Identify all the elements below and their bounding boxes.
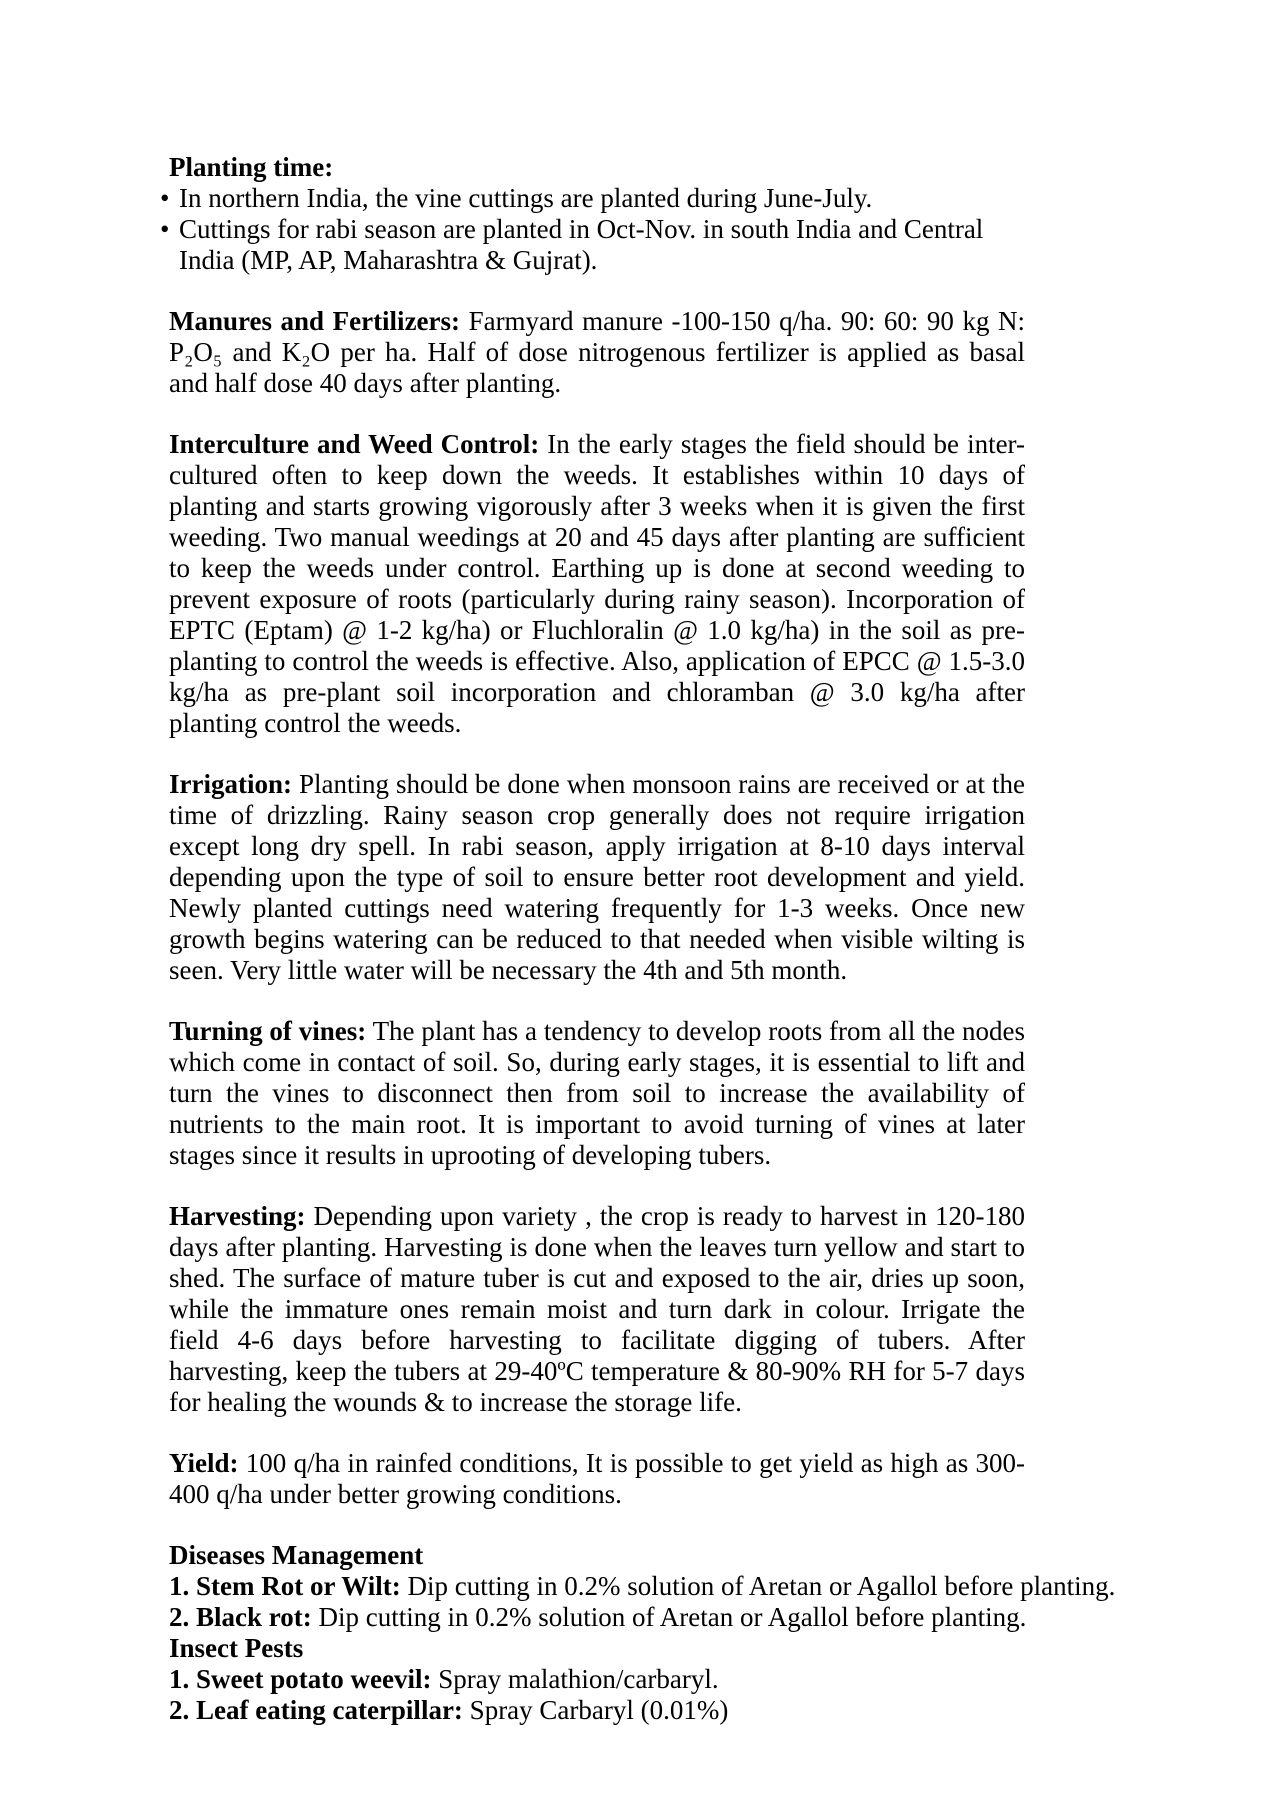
paragraph-label: 1. Sweet potato weevil: (169, 1664, 432, 1694)
labeled-line (169, 1695, 1025, 1726)
bullet-icon: • (160, 183, 170, 213)
paragraph-text: The plant has a tendency to develop roots from all the nodes which come in contact of soil. So, during early stages, it is essential to lift and turn the vines to disconnect then from soil to increase the availability of nutrients to the main root. It is important to avoid turning of vines at later stages since it results in uprooting of developing tubers. (169, 1016, 1025, 1170)
paragraph (169, 1016, 1025, 1171)
paragraph-label: 2. Black rot: (169, 1602, 312, 1632)
paragraph-text: Depending upon variety , the crop is ready to harvest in 120-180 days after planting. Harvesting is done when the leaves turn yellow and start to shed. The surface of mature tuber is cut and exposed to the air, dries up soon, while the immature ones remain moist and turn dark in colour. Irrigate the field 4-6 days before harvesting to facilitate digging of tubers. After harvesting, keep the tubers at 29-40ºC temperature & 80-90% RH for 5-7 days for healing the wounds & to increase the storage life. (169, 1201, 1026, 1417)
bullet-item (160, 214, 1025, 276)
paragraph-label: 1. Stem Rot or Wilt: (169, 1571, 401, 1601)
section-heading: Planting time: (169, 152, 334, 182)
paragraph-text: Dip cutting in 0.2% solution of Aretan or Agallol before planting. (407, 1571, 1116, 1601)
bullet-text: In northern India, the vine cuttings are planted during June-July. (179, 183, 873, 213)
paragraph-text: Farmyard manure -100-150 q/ha. 90: 60: 90 kg N: P₂O₅ and K₂O per ha. Half of dose nitrogenous fertilizer is applied as basal and half dose 40 days after planting. (169, 306, 1025, 398)
bullet-icon: • (160, 214, 170, 244)
paragraph (169, 306, 1025, 399)
section-subheading: Insect Pests (169, 1633, 304, 1663)
paragraph-label: Yield: (169, 1448, 239, 1478)
paragraph-label: Turning of vines: (169, 1016, 367, 1046)
bullet-text: Cuttings for rabi season are planted in Oct-Nov. in south India and Central India (MP, AP, Maharashtra & Gujrat). (179, 214, 984, 275)
labeled-line (169, 1571, 1116, 1602)
paragraph-text: 100 q/ha in rainfed conditions, It is possible to get yield as high as 300-400 q/ha under better growing conditions. (169, 1448, 1026, 1509)
labeled-line (169, 1602, 1025, 1633)
section-subheading: Diseases Management (169, 1540, 424, 1570)
paragraph-label: Irrigation: (169, 769, 292, 799)
paragraph (169, 1201, 1025, 1418)
labeled-line (169, 1664, 1025, 1695)
paragraph (169, 1448, 1025, 1510)
paragraph-label: Interculture and Weed Control: (169, 429, 540, 459)
paragraph-text: Planting should be done when monsoon rains are received or at the time of drizzling. Rainy season crop generally does not require irrigation except long dry spell. In rabi season, apply irrigation at 8-10 days interval depending upon the type of soil to ensure better root development and yield. Newly planted cuttings need watering frequently for 1-3 weeks. Once new growth begins watering can be reduced to that needed when visible wilting is seen. Very little water will be necessary the 4th and 5th month. (169, 769, 1026, 985)
bullet-item (160, 183, 1025, 214)
document-body (160, 152, 1116, 1726)
paragraph-text: Spray Carbaryl (0.01%) (469, 1695, 729, 1725)
paragraph-text: Spray malathion/carbaryl. (438, 1664, 719, 1694)
bullet-list (160, 183, 1025, 276)
paragraph-text: Dip cutting in 0.2% solution of Aretan or Agallol before planting. (318, 1602, 1027, 1632)
paragraph-text: In the early stages the field should be inter-cultured often to keep down the weeds. It establishes within 10 days of planting and starts growing vigorously after 3 weeks when it is given the first weeding. Two manual weedings at 20 and 45 days after planting are sufficient to keep the weeds under control. Earthing up is done at second weeding to prevent exposure of roots (particularly during rainy season). Incorporation of EPTC (Eptam) @ 1-2 kg/ha) or Fluchloralin @ 1.0 kg/ha) in the soil as pre-planting to control the weeds is effective. Also, application of EPCC @ 1.5-3.0 kg/ha as pre-plant soil incorporation and chloramban @ 3.0 kg/ha after planting control the weeds. (169, 429, 1025, 738)
paragraph (169, 769, 1025, 986)
paragraph-label: 2. Leaf eating caterpillar: (169, 1695, 463, 1725)
paragraph-label: Manures and Fertilizers: (169, 306, 461, 336)
paragraph-label: Harvesting: (169, 1201, 306, 1231)
paragraph (169, 429, 1025, 739)
